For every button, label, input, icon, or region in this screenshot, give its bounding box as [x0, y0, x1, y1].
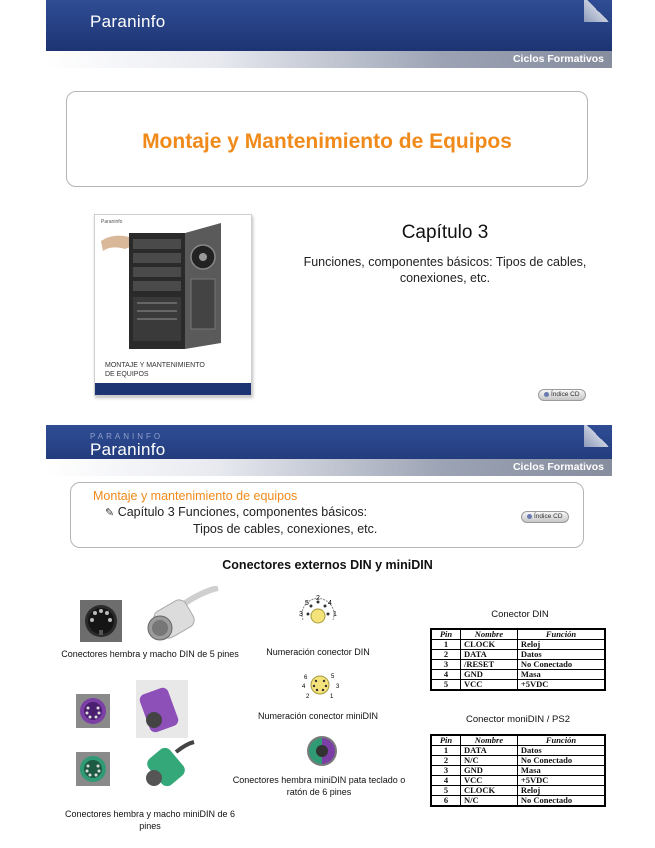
page-fold [584, 0, 612, 22]
table-header: Pin [431, 735, 460, 746]
minidin-keyboard-image [305, 734, 339, 768]
subtitle-label: Ciclos Formativos [512, 53, 604, 65]
index-icon-2 [527, 514, 532, 519]
table-cell: N/C [460, 756, 517, 766]
din-pin-label-5: 5 [305, 600, 309, 607]
heading-box [70, 482, 584, 548]
table-cell: CLOCK [460, 786, 517, 796]
header-band [46, 0, 612, 51]
table-minidin-title: Conector moniDIN / PS2 [465, 714, 570, 725]
chapter-line [105, 505, 367, 519]
table-row [431, 660, 605, 670]
table-cell: 4 [431, 776, 460, 786]
din-pin-label-1: 1 [333, 611, 337, 618]
chapter-heading: Capítulo 3 [401, 222, 489, 243]
brand-logo: Paraninfo [90, 12, 166, 31]
index-cd-label: Índice CD [551, 391, 580, 398]
table-cell: GND [460, 766, 517, 776]
index-cd-label-2: Índice CD [534, 513, 563, 520]
table-cell: 2 [431, 650, 460, 660]
minidin-pin-label-1: 1 [330, 694, 334, 700]
minidin-pin-dot-2 [316, 689, 318, 691]
table-cell: Datos [517, 746, 605, 756]
table-cell: 6 [431, 796, 460, 807]
din5-female-image [80, 600, 122, 642]
minidin-pin-table [430, 734, 606, 807]
table-row [431, 786, 605, 796]
minidin-pin-dot-6 [315, 680, 317, 682]
minidin-keyboard-caption: Conectores hembra miniDIN pata teclado o ratón de 6 pines [232, 775, 406, 797]
table-cell: No Conectado [517, 660, 605, 670]
table-row [431, 680, 605, 691]
table-cell: 4 [431, 670, 460, 680]
minidin-pin-label-3: 3 [336, 684, 340, 690]
title-box [66, 91, 588, 187]
table-cell: 1 [431, 746, 460, 756]
table-cell: DATA [460, 650, 517, 660]
index-icon [544, 392, 549, 397]
subtitle-bar-2 [46, 459, 612, 476]
minidin-pin-label-5: 5 [331, 674, 335, 680]
din-numbering-caption: Numeración conector DIN [266, 647, 370, 657]
subtitle-bar [46, 51, 612, 68]
din-pin-dot-4 [324, 605, 327, 608]
table-header: Nombre [460, 629, 517, 640]
table-cell: VCC [460, 776, 517, 786]
page-title: Montaje y Mantenimiento de Equipos [142, 130, 512, 153]
minidin6-caption: Conectores hembra y macho miniDIN de 6 pines [64, 809, 236, 831]
minidin-pin-label-6: 6 [304, 675, 308, 681]
table-cell: Reloj [517, 786, 605, 796]
table-row [431, 776, 605, 786]
brand-logo-2: Paraninfo [90, 440, 166, 459]
index-cd-button[interactable] [538, 389, 586, 401]
table-row [431, 796, 605, 807]
cover-publisher: Paraninfo [101, 219, 123, 225]
minidin-numbering-caption: Numeración conector miniDIN [257, 711, 379, 721]
minidin-pin-label-2: 2 [306, 694, 310, 700]
table-header: Función [517, 735, 605, 746]
section-heading: Montaje y mantenimiento de equipos [93, 489, 298, 503]
din-pin-label-2: 2 [316, 595, 320, 602]
minidin-purple-male-image [136, 680, 188, 738]
table-cell: DATA [460, 746, 517, 756]
book-cover-illustration [95, 215, 251, 395]
table-header: Función [517, 629, 605, 640]
table-cell: N/C [460, 796, 517, 807]
table-cell: No Conectado [517, 756, 605, 766]
subtitle-label-2: Ciclos Formativos [512, 461, 604, 473]
page-fold-2 [584, 425, 612, 447]
section-title: Conectores externos DIN y miniDIN [222, 558, 433, 572]
minidin-purple-female-image [76, 694, 110, 728]
table-row [431, 746, 605, 756]
table-cell: 3 [431, 766, 460, 776]
table-row [431, 670, 605, 680]
pencil-icon: ✎ [105, 507, 115, 519]
din-pin-label-4: 4 [328, 600, 332, 607]
minidin-numbering-diagram [298, 668, 344, 702]
table-cell: VCC [460, 680, 517, 691]
table-cell: +5VDC [517, 680, 605, 691]
din-pin-label-3: 3 [299, 611, 303, 618]
chapter-block [300, 222, 590, 286]
din-numbering-diagram [293, 594, 343, 630]
table-header-row [431, 629, 605, 640]
table-cell: Datos [517, 650, 605, 660]
din5-caption: Conectores hembra y macho DIN de 5 pines [61, 649, 239, 659]
cover-title-2: DE EQUIPOS [105, 371, 149, 378]
table-cell: 2 [431, 756, 460, 766]
table-cell: GND [460, 670, 517, 680]
table-din-title: Conector DIN [491, 609, 549, 620]
table-row [431, 650, 605, 660]
minidin-green-female-image [76, 752, 110, 786]
din-pin-dot-3 [307, 613, 310, 616]
table-header: Pin [431, 629, 460, 640]
table-cell: No Conectado [517, 796, 605, 807]
din-pin-dot-1 [327, 613, 330, 616]
minidin-pin-dot-3 [325, 685, 327, 687]
table-cell: Masa [517, 766, 605, 776]
table-cell: 1 [431, 640, 460, 650]
brand-ghost: PARANINFO [90, 432, 164, 441]
table-row [431, 640, 605, 650]
din5-male-image [138, 586, 220, 648]
table-cell: +5VDC [517, 776, 605, 786]
minidin-pin-label-4: 4 [302, 684, 306, 690]
table-cell: /RESET [460, 660, 517, 670]
chapter-description: Funciones, componentes básicos: Tipos de cables, conexiones, etc. [303, 255, 587, 285]
table-cell: Masa [517, 670, 605, 680]
table-cell: 5 [431, 786, 460, 796]
minidin-pin-dot-1 [322, 689, 324, 691]
index-cd-button-2[interactable] [521, 511, 569, 523]
minidin-green-male-image [138, 740, 196, 794]
table-row [431, 756, 605, 766]
minidin-pin-dot-4 [313, 685, 315, 687]
table-cell: Reloj [517, 640, 605, 650]
book-cover [94, 214, 252, 396]
table-cell: CLOCK [460, 640, 517, 650]
table-cell: 3 [431, 660, 460, 670]
din-pin-dot-5 [310, 605, 313, 608]
table-row [431, 766, 605, 776]
table-header-row [431, 735, 605, 746]
chapter-line-text: Capítulo 3 Funciones, componentes básicos: [117, 505, 368, 519]
din-pin-table [430, 628, 606, 691]
chapter-line-2: Tipos de cables, conexiones, etc. [193, 522, 378, 536]
table-cell: 5 [431, 680, 460, 691]
cover-title-1: MONTAJE Y MANTENIMIENTO [105, 362, 205, 369]
minidin-pin-dot-5 [323, 680, 325, 682]
table-header: Nombre [460, 735, 517, 746]
